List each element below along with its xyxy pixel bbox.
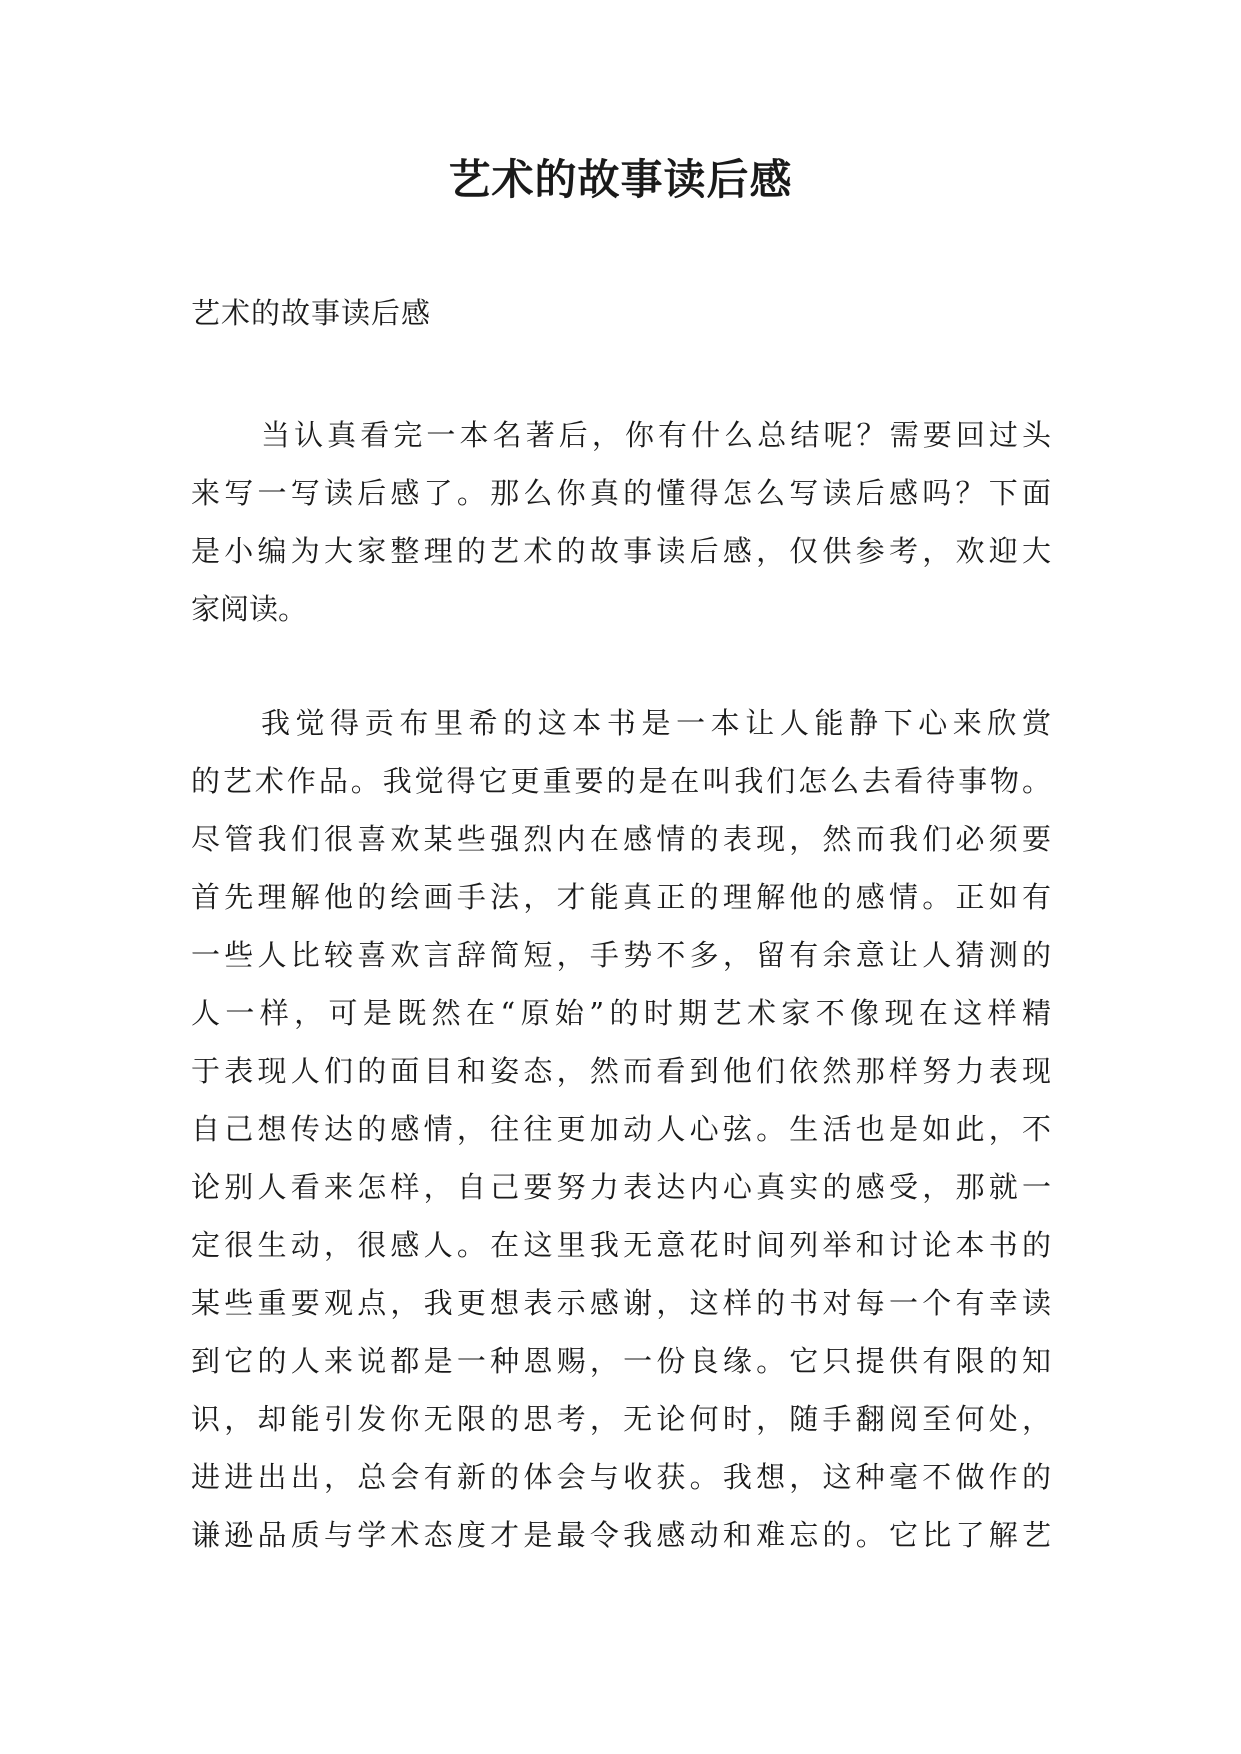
document-subtitle: 艺术的故事读后感 <box>191 296 432 330</box>
paragraph-line: 于表现人们的面目和姿态，然而看到他们依然那样努力表现 <box>191 1054 1051 1088</box>
paragraph-line: 定很生动，很感人。在这里我无意花时间列举和讨论本书的 <box>191 1228 1051 1262</box>
paragraph-line: 首先理解他的绘画手法，才能真正的理解他的感情。正如有 <box>191 880 1051 914</box>
paragraph-line: 的艺术作品。我觉得它更重要的是在叫我们怎么去看待事物。 <box>191 764 1051 798</box>
document-title: 艺术的故事读后感 <box>448 155 793 204</box>
paragraph-line: 论别人看来怎样，自己要努力表达内心真实的感受，那就一 <box>191 1170 1051 1204</box>
paragraph-line: 当认真看完一本名著后，你有什么总结呢？需要回过头 <box>261 418 1051 452</box>
paragraph-line: 人一样，可是既然在“原始”的时期艺术家不像现在这样精 <box>191 996 1051 1030</box>
paragraph-body <box>191 694 1051 1564</box>
paragraph-line: 谦逊品质与学术态度才是最令我感动和难忘的。它比了解艺 <box>191 1518 1051 1552</box>
paragraph-line: 自己想传达的感情，往往更加动人心弦。生活也是如此，不 <box>191 1112 1051 1146</box>
paragraph-line: 识，却能引发你无限的思考，无论何时，随手翻阅至何处， <box>191 1402 1051 1436</box>
paragraph-line: 是小编为大家整理的艺术的故事读后感，仅供参考，欢迎大 <box>191 534 1051 568</box>
paragraph-line: 一些人比较喜欢言辞简短，手势不多，留有余意让人猜测的 <box>191 938 1051 972</box>
paragraph-line: 到它的人来说都是一种恩赐，一份良缘。它只提供有限的知 <box>191 1344 1051 1378</box>
paragraph-line: 我觉得贡布里希的这本书是一本让人能静下心来欣赏 <box>261 706 1051 740</box>
paragraph-line: 某些重要观点，我更想表示感谢，这样的书对每一个有幸读 <box>191 1286 1051 1320</box>
paragraph-line: 进进出出，总会有新的体会与收获。我想，这种毫不做作的 <box>191 1460 1051 1494</box>
paragraph-line: 家阅读。 <box>191 592 308 626</box>
paragraph-intro <box>191 406 1051 638</box>
paragraph-line: 尽管我们很喜欢某些强烈内在感情的表现，然而我们必须要 <box>191 822 1051 856</box>
paragraph-line: 来写一写读后感了。那么你真的懂得怎么写读后感吗？下面 <box>191 476 1051 510</box>
